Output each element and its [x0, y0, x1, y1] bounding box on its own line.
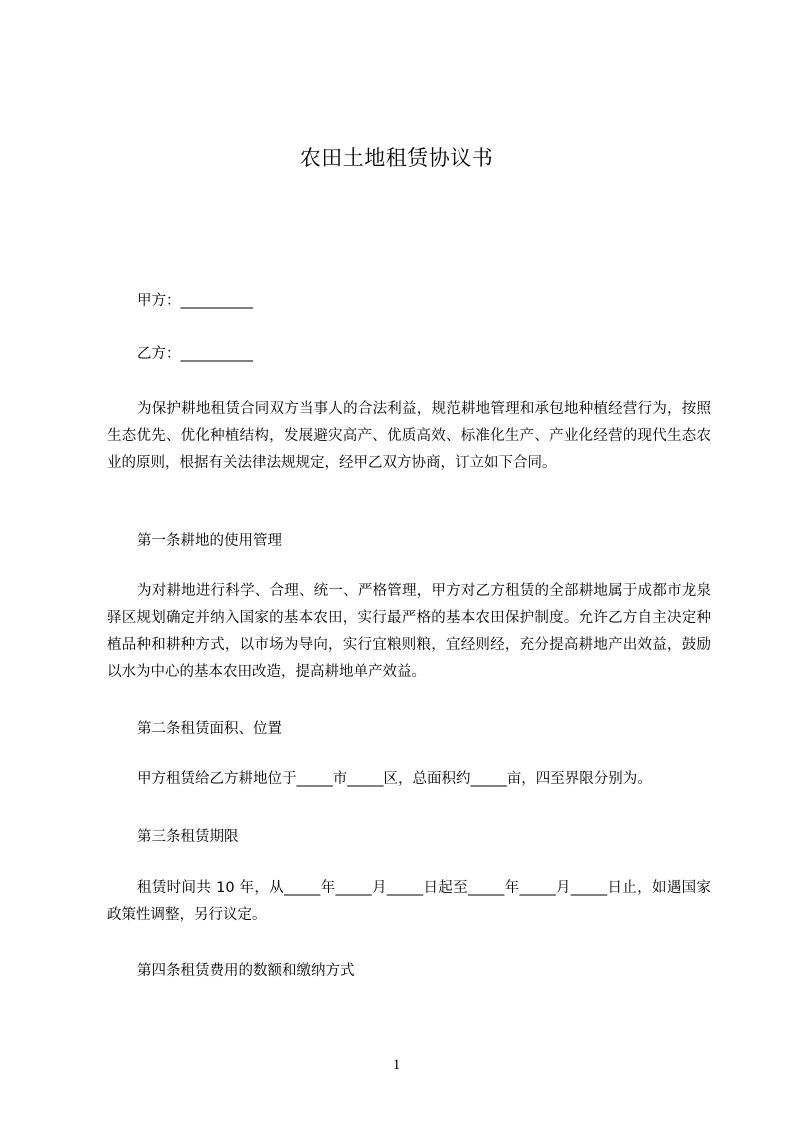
article-2-body: 甲方租赁给乙方耕地位于_____市_____区，总面积约_____亩，四至界限分别为。	[137, 771, 652, 787]
article-3-heading: 第三条租赁期限	[137, 829, 239, 845]
party-a-line: 甲方：__________	[137, 293, 253, 309]
document-title: 农田土地租赁协议书	[299, 146, 494, 170]
article-1-heading: 第一条耕地的使用管理	[137, 533, 282, 549]
article-1-body: 为对耕地进行科学、合理、统一、严格管理，甲方对乙方租赁的全部耕地属于成都市龙泉驿区规划确定并纳入国家的基本农田，实行最严格的基本农田保护制度。允许乙方自主决定种植品种和耕种方式，以市场为导向，实行宜粮则粮，宜经则经，充分提高耕地产出效益，鼓励以水为中心的基本农田改造，提高耕地单产效益。	[107, 583, 711, 680]
page-number: 1	[392, 1057, 401, 1073]
party-b-line: 乙方：__________	[137, 346, 253, 362]
article-2-heading: 第二条租赁面积、位置	[137, 721, 282, 737]
preamble-paragraph: 为保护耕地租赁合同双方当事人的合法利益，规范耕地管理和承包地种植经营行为，按照生态优先、优化种植结构，发展避灾高产、优质高效、标准化生产、产业化经营的现代生态农业的原则，根据有关法律法规规定，经甲乙双方协商，订立如下合同。	[107, 401, 711, 471]
article-4-heading: 第四条租赁费用的数额和缴纳方式	[137, 963, 355, 979]
article-3-body: 租赁时间共 10 年，从_____年_____月_____日起至_____年_____月_____日止，如遇国家政策性调整，另行议定。	[107, 880, 711, 923]
